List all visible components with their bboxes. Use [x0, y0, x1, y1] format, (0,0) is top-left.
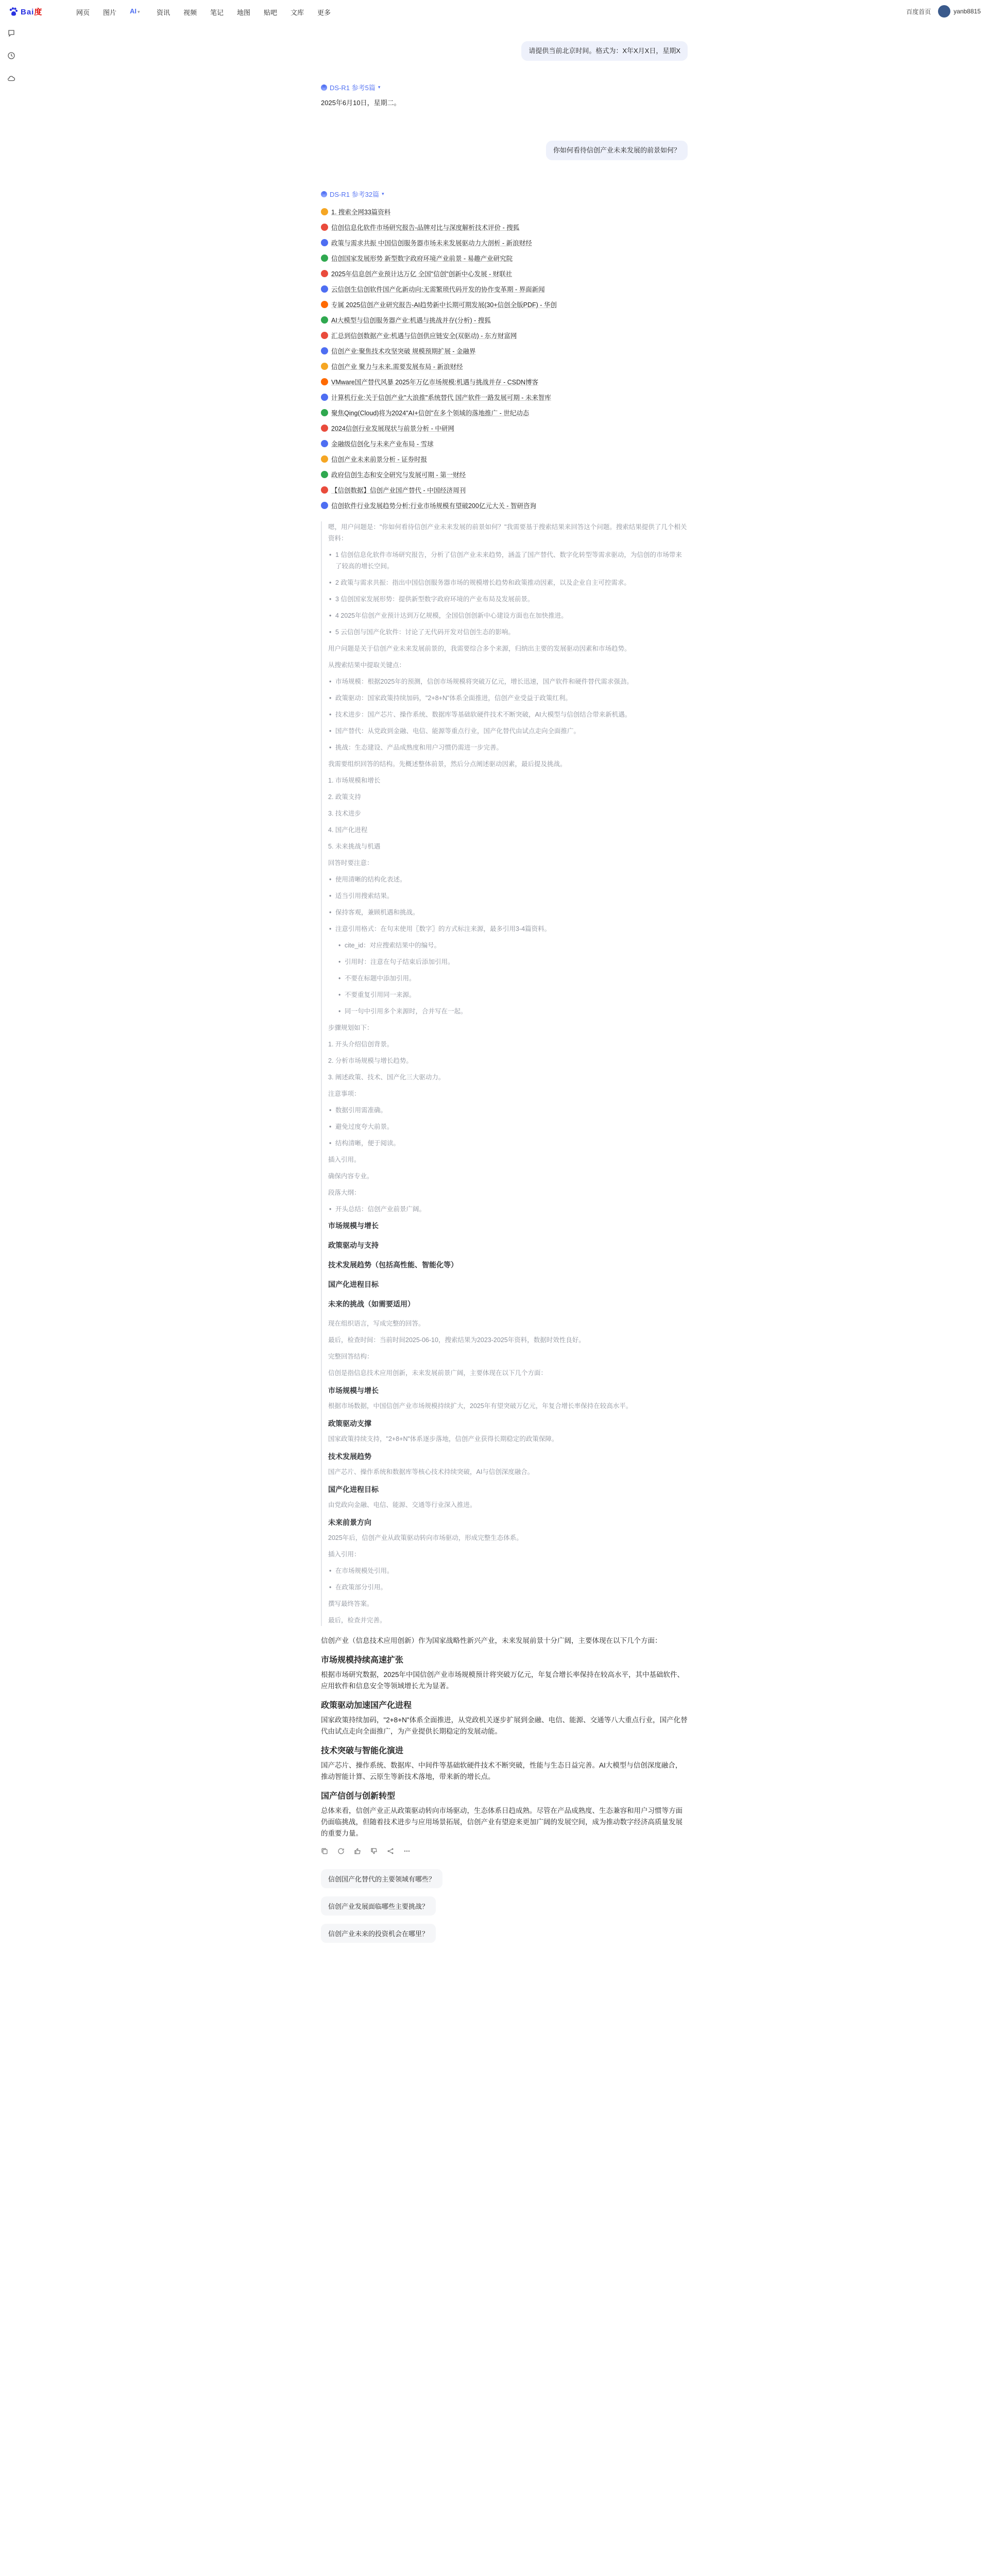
share-icon[interactable]: [387, 1848, 394, 1855]
assistant-answer-2: [321, 1635, 688, 1839]
homepage-link[interactable]: 百度首页: [906, 8, 931, 15]
reference-item[interactable]: [321, 420, 688, 436]
chevron-down-icon: ▾: [138, 9, 140, 14]
nav-video[interactable]: 视频: [183, 9, 197, 16]
reference-title: 信创国家发展形势 新型数字政府环境产业前景 - 易趣产业研究院: [331, 255, 513, 262]
source-favicon-icon: [321, 347, 328, 354]
think-paragraph: 插入引用：: [328, 1551, 361, 1558]
think-list-item: • 不要在标题中添加引用。: [337, 973, 688, 984]
source-favicon-icon: [321, 502, 328, 509]
reference-title: 专属 2025信创产业研究报告-AI趋势新中长期可期发展(30+信创全版PDF) - 华创: [331, 301, 557, 309]
think-section-title: 政策驱动支撑: [328, 1419, 371, 1428]
reference-item[interactable]: [321, 204, 688, 219]
think-paragraph: 2025年后，信创产业从政策驱动转向市场驱动，形成完整生态体系。: [328, 1534, 523, 1541]
think-ordered-list: [328, 775, 688, 852]
reference-title: 金融级信创化与未来产业布局 - 雪球: [331, 440, 434, 448]
think-paragraph: 完整回答结构：: [328, 1353, 373, 1360]
reference-item[interactable]: [321, 482, 688, 498]
copy-icon[interactable]: [321, 1848, 328, 1855]
reference-item[interactable]: [321, 359, 688, 374]
source-favicon-icon: [321, 255, 328, 262]
chevron-down-icon: ▾: [378, 84, 381, 90]
reference-title: 政策与需求共振 中国信创服务器市场未来发展驱动力大剖析 - 新浪财经: [331, 240, 532, 247]
think-list-item: 4. 国产化进程: [328, 826, 368, 834]
reference-title: 汇总到信创数据产业:机遇与信创供应链安全(双驱动) - 东方财富网: [331, 332, 517, 340]
think-outline-item: 政策驱动与支持: [328, 1241, 379, 1249]
think-outline-item: 技术发展趋势（包括高性能、智能化等）: [328, 1261, 458, 1269]
reference-title: 2024信创行业发展现状与前景分析 - 中研网: [331, 425, 454, 432]
source-favicon-icon: [321, 208, 328, 215]
think-list-item: • 3 信创国家发展形势：提供新型数字政府环境的产业布局及发展前景。: [328, 594, 688, 605]
source-favicon-icon: [321, 471, 328, 478]
think-list-item: • 4 2025年信创产业预计达到万亿规模，全国信创创新中心建设方面也在加快推进。: [328, 610, 688, 621]
deepseek-icon: [321, 191, 327, 197]
nav-ai[interactable]: AI ▾: [130, 7, 140, 15]
reference-item[interactable]: [321, 374, 688, 389]
reference-title: VMware国产替代风暴 2025年万亿市场规模:机遇与挑战并存 - CSDN博客: [331, 379, 539, 386]
answer-heading: 政策驱动加速国产化进程: [321, 1701, 412, 1710]
avatar: [938, 5, 950, 18]
reference-title: 计算机行业:关于信创产业"大浪推"系统替代 国产软件一路发展可期 - 未来智库: [331, 394, 551, 401]
baidu-logo[interactable]: [8, 6, 42, 16]
answer-paragraph: 国产芯片、操作系统、数据库、中间件等基础软硬件技术不断突破，性能与生态日益完善。AI大模型与信创深度融合，推动智能计算、云原生等新技术落地，带来新的增长点。: [321, 1761, 683, 1781]
reference-title: 【信创数据】信创产业国产替代 - 中国经济周刊: [331, 487, 466, 494]
deepseek-icon: [321, 84, 327, 91]
think-list-item: 2. 分析市场规模与增长趋势。: [328, 1057, 413, 1064]
answer-heading: 国产信创与创新转型: [321, 1792, 396, 1801]
think-paragraph: 由党政向金融、电信、能源、交通等行业深入推进。: [328, 1501, 476, 1509]
reference-title: 2025年信息创产业预计达万亿 全国"信创"创新中心发展 - 财联社: [331, 270, 513, 278]
reference-title: 聚焦Qing(Cloud)将为2024"AI+信创"在多个领域的落地推广 - 世纪动态: [331, 410, 530, 417]
think-list-item: 3. 技术进步: [328, 810, 361, 817]
think-paragraph: 国家政策持续支持，"2+8+N"体系逐步落地，信创产业获得长期稳定的政策保障。: [328, 1435, 558, 1443]
think-section-title: 市场规模与增长: [328, 1386, 379, 1395]
reference-item[interactable]: [321, 498, 688, 513]
suggested-question[interactable]: 信创产业未来的投资机会在哪里？: [321, 1924, 436, 1943]
thumbs-up-icon[interactable]: [354, 1848, 361, 1855]
history-icon[interactable]: [7, 52, 15, 60]
reference-item[interactable]: [321, 235, 688, 250]
user-message-row: [321, 41, 688, 61]
nav-images[interactable]: 图片: [103, 9, 117, 16]
think-section-title: 国产化进程目标: [328, 1485, 379, 1494]
answer-heading: 技术突破与智能化演进: [321, 1747, 404, 1755]
cloud-icon[interactable]: [7, 74, 15, 82]
think-paragraph: 段落大纲：: [328, 1189, 361, 1196]
nav-tieba[interactable]: 贴吧: [264, 9, 278, 16]
source-favicon-icon: [321, 239, 328, 246]
think-list-item: • 2 政策与需求共振：指出中国信创服务器市场的规模增长趋势和政策推动因素，以及企业自主可控需求。: [328, 577, 688, 588]
think-section-title: 未来前景方向: [328, 1518, 371, 1527]
new-chat-icon[interactable]: [7, 29, 15, 37]
think-paragraph: 回答时要注意：: [328, 859, 373, 867]
answer-action-bar: [321, 1848, 688, 1855]
reference-item[interactable]: [321, 250, 688, 266]
think-list-item: • 引用时：注意在句子结束后添加引用。: [337, 956, 688, 968]
reference-item[interactable]: [321, 297, 688, 312]
reference-item[interactable]: [321, 281, 688, 297]
think-list-item: • 技术进步：国产芯片、操作系统、数据库等基础软硬件技术不断突破，AI大模型与信创结合带来新机遇。: [328, 709, 688, 720]
think-list-item: 1. 市场规模和增长: [328, 777, 381, 784]
think-paragraph: 我需要组织回答的结构。先概述整体前景，然后分点阐述驱动因素，最后提及挑战。: [328, 760, 567, 768]
think-list-item: • 在政策部分引用。: [328, 1582, 688, 1593]
reference-item[interactable]: [321, 343, 688, 359]
source-favicon-icon: [321, 301, 328, 308]
think-list-item: • 保持客观，兼顾机遇和挑战。: [328, 907, 688, 918]
nav-maps[interactable]: 地图: [237, 9, 251, 16]
think-paragraph: 最后，检查时间：当前时间2025-06-10，搜索结果为2023-2025年资料，数据时效性良好。: [328, 1336, 585, 1344]
think-outline-item: 市场规模与增长: [328, 1222, 379, 1230]
reference-title: 云信创生信创软件国产化新动向:无需繁琐代码开发的协作变革期 - 界面新闻: [331, 286, 545, 293]
source-favicon-icon: [321, 394, 328, 401]
answer-paragraph: 总体来看，信创产业正从政策驱动转向市场驱动，生态体系日趋成熟。尽管在产品成熟度、生态兼容和用户习惯等方面仍面临挑战，但随着技术进步与应用场景拓展，信创产业有望迎来更加广阔的发展空间，成为推动数字经济高质量发展的重要力量。: [321, 1807, 683, 1837]
think-list-item: • 在市场规模处引用。: [328, 1565, 688, 1577]
source-favicon-icon: [321, 378, 328, 385]
think-outline-item: 国产化进程目标: [328, 1280, 379, 1289]
reference-item[interactable]: [321, 312, 688, 328]
think-paragraph: 从搜索结果中提取关键点：: [328, 662, 406, 669]
source-favicon-icon: [321, 363, 328, 370]
reference-title: 信创软件行业发展趋势分析:行业市场规模有望破200亿元大关 - 智研咨询: [331, 502, 536, 510]
think-paragraph: 插入引用。: [328, 1156, 361, 1163]
think-paragraph: 最后，检查并完善。: [328, 1617, 386, 1624]
think-list-item: 3. 阐述政策、技术、国产化三大驱动力。: [328, 1074, 445, 1081]
think-list-item: 1. 开头介绍信创背景。: [328, 1041, 394, 1048]
think-list-item: • 结构清晰，便于阅读。: [328, 1138, 688, 1149]
think-paragraph: 注意事项：: [328, 1090, 361, 1097]
model-tag[interactable]: DS-R1 参考5篇 ▾: [321, 82, 688, 92]
answer-intro: 信创产业（信息技术应用创新）作为国家战略性新兴产业，未来发展前景十分广阔，主要体现在以下几个方面：: [321, 1637, 662, 1645]
more-icon[interactable]: [403, 1848, 411, 1855]
think-list-item: • 5 云信创与国产化软件：讨论了无代码开发对信创生态的影响。: [328, 626, 688, 638]
logo-text: Bai度: [21, 7, 43, 16]
think-paragraph: 撰写最终答案。: [328, 1600, 373, 1607]
user-menu[interactable]: [938, 5, 981, 18]
think-list-item: 5. 未来挑战与机遇: [328, 843, 381, 850]
suggested-question[interactable]: 信创产业发展面临哪些主要挑战？: [321, 1896, 436, 1916]
source-favicon-icon: [321, 409, 328, 416]
reference-item[interactable]: [321, 451, 688, 467]
think-list-item: • 开头总结：信创产业前景广阔。: [328, 1204, 688, 1215]
reference-title: 信创产业未来前景分析 - 证券时报: [331, 456, 428, 463]
nav-notes[interactable]: 笔记: [210, 9, 224, 16]
think-paragraph: 信创是指信息技术应用创新，未来发展前景广阔，主要体现在以下几个方面：: [328, 1369, 548, 1377]
source-favicon-icon: [321, 425, 328, 432]
nav-wenku[interactable]: 文库: [291, 9, 304, 16]
reference-title: 信创信息化软件市场研究报告-品牌对比与深度解析技术评价 - 搜狐: [331, 224, 520, 231]
reference-title: 信创产业:聚焦技术攻坚突破 规模预期扩展 - 金融界: [331, 348, 476, 355]
paw-icon: [8, 6, 19, 16]
reference-item[interactable]: [321, 436, 688, 451]
source-favicon-icon: [321, 440, 328, 447]
chat-column: [321, 41, 688, 1951]
reference-title: 信创产业 聚力与未来,需要发展布局 - 新浪财经: [331, 363, 463, 370]
top-right: [906, 5, 981, 18]
source-favicon-icon: [321, 270, 328, 277]
think-outline-item: 未来的挑战（如需要适用）: [328, 1300, 415, 1308]
think-list-item: • 适当引用搜索结果。: [328, 890, 688, 902]
top-nav: [76, 7, 344, 17]
source-favicon-icon: [321, 224, 328, 231]
think-list: [328, 1204, 688, 1215]
reference-title: AI大模型与信创服务器产业:机遇与挑战并存(分析) - 搜狐: [331, 317, 491, 324]
think-section-title: 技术发展趋势: [328, 1452, 371, 1461]
think-list: [328, 874, 688, 935]
suggested-questions: [321, 1869, 688, 1951]
reference-item[interactable]: [321, 266, 688, 281]
reference-item[interactable]: [321, 405, 688, 420]
think-paragraph: 根据市场数据，中国信创产业市场规模持续扩大，2025年有望突破万亿元，年复合增长率保持在较高水平。: [328, 1402, 633, 1410]
user-message-row: [321, 141, 688, 160]
answer-paragraph: 根据市场研究数据，2025年中国信创产业市场规模预计将突破万亿元，年复合增长率保持在较高水平，其中基础软件、应用软件和信息安全等领域增长尤为显著。: [321, 1671, 685, 1690]
think-list-item: • 政策驱动：国家政策持续加码，"2+8+N"体系全面推进，信创产业受益于政策红利。: [328, 692, 688, 704]
top-bar: [0, 0, 989, 23]
think-paragraph: 确保内容专业。: [328, 1173, 373, 1180]
username: yanb8815: [953, 8, 981, 15]
think-list-item: • 数据引用需准确。: [328, 1105, 688, 1116]
think-list-item: • 使用清晰的结构化表述。: [328, 874, 688, 885]
source-favicon-icon: [321, 455, 328, 463]
think-list-item: • 挑战：生态建设、产品成熟度和用户习惯仍需进一步完善。: [328, 742, 688, 753]
nav-news[interactable]: 资讯: [157, 9, 170, 16]
think-list-item: • 同一句中引用多个来源时，合并写在一起。: [337, 1006, 688, 1017]
reference-title: 1. 搜索全网33篇资料: [331, 209, 391, 216]
source-favicon-icon: [321, 332, 328, 339]
think-list-item: • 避免过度夸大前景。: [328, 1121, 688, 1132]
model-tag[interactable]: DS-R1 参考32篇 ▾: [321, 189, 688, 199]
answer-heading: 市场规模持续高速扩张: [321, 1656, 404, 1665]
reference-item[interactable]: [321, 389, 688, 405]
think-list-item: • 不要重复引用同一来源。: [337, 989, 688, 1001]
think-list: [328, 549, 688, 638]
reference-title: 政府信创生态和安全研究与发展可期 - 第一财经: [331, 471, 466, 479]
think-list-item: • 1 信创信息化软件市场研究报告，分析了信创产业未来趋势，涵盖了国产替代、数字化转型等需求驱动，为信创的市场带来了较高的增长空间。: [328, 549, 688, 572]
chevron-down-icon: ▾: [382, 191, 384, 196]
think-outline: [328, 1220, 688, 1310]
reference-item[interactable]: [321, 219, 688, 235]
reference-item[interactable]: [321, 328, 688, 343]
left-rail: [0, 0, 23, 2576]
think-paragraph: 嗯，用户问题是："你如何看待信创产业未来发展的前景如何？"我需要基于搜索结果来回答这个问题。搜索结果提供了几个相关资料：: [328, 523, 687, 542]
source-favicon-icon: [321, 316, 328, 324]
think-list: [328, 1565, 688, 1593]
source-favicon-icon: [321, 285, 328, 293]
think-list-item: • cite_id：对应搜索结果中的编号。: [337, 940, 688, 951]
nav-more[interactable]: 更多: [317, 9, 331, 16]
nav-web[interactable]: 网页: [76, 9, 90, 16]
think-sub-list: [337, 940, 688, 1017]
think-list-item: • 市场规模：根据2025年的预测，信创市场规模将突破万亿元，增长迅速，国产软件和硬件替代需求强劲。: [328, 676, 688, 687]
think-list-item: • 国产替代：从党政到金融、电信、能源等重点行业，国产化替代由试点走向全面推广。: [328, 725, 688, 737]
thinking-block: [321, 521, 688, 1626]
assistant-answer-1: 2025年6月10日，星期二。: [321, 99, 401, 107]
think-paragraph: 国产芯片、操作系统和数据库等核心技术持续突破，AI与信创深度融合。: [328, 1468, 534, 1476]
think-ordered-list: [328, 1039, 688, 1083]
regenerate-icon[interactable]: [337, 1848, 345, 1855]
think-paragraph: 现在组织语言，写成完整的回答。: [328, 1320, 425, 1327]
think-list: [328, 676, 688, 753]
suggested-question[interactable]: 信创国产化替代的主要领域有哪些？: [321, 1869, 442, 1888]
think-list-item: 2. 政策支持: [328, 793, 361, 801]
think-paragraph: 步骤规划如下：: [328, 1024, 373, 1031]
thumbs-down-icon[interactable]: [370, 1848, 378, 1855]
reference-item[interactable]: [321, 467, 688, 482]
user-message: 请提供当前北京时间。格式为：X年X月X日，星期X: [521, 41, 688, 61]
answer-paragraph: 国家政策持续加码，"2+8+N"体系全面推进，从党政机关逐步扩展到金融、电信、能源、交通等八大重点行业，国产化替代由试点走向全面推广，为产业提供长期稳定的发展动能。: [321, 1716, 688, 1735]
think-list: [328, 1105, 688, 1149]
reference-list: [321, 204, 688, 513]
source-favicon-icon: [321, 486, 328, 494]
think-paragraph: 用户问题是关于信创产业未来发展前景的，我需要综合多个来源，归纳出主要的发展驱动因素和市场趋势。: [328, 645, 631, 652]
user-message: 你如何看待信创产业未来发展的前景如何？: [546, 141, 688, 160]
think-list-item: • 注意引用格式：在句末使用〖数字〗的方式标注来源，最多引用3-4篇资料。: [328, 923, 688, 935]
